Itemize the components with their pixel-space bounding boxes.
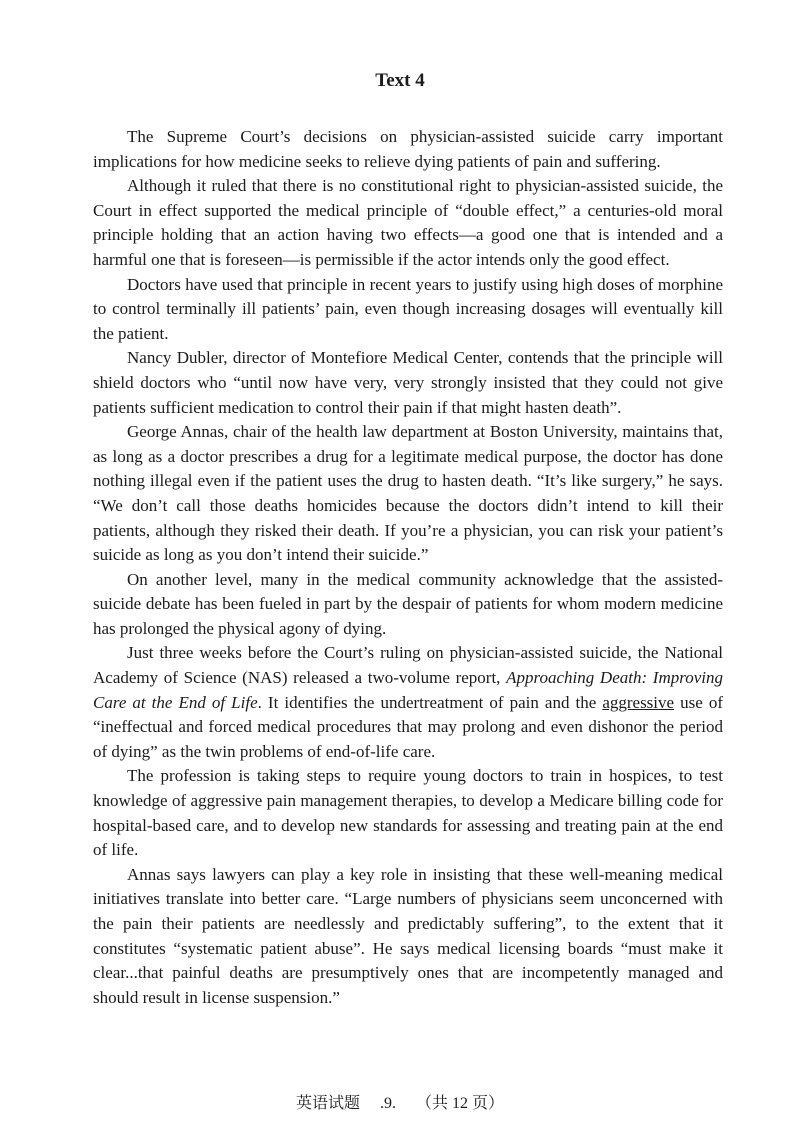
footer-page-number: .9. <box>380 1095 396 1112</box>
paragraph-7-mid: . It identifies the undertreatment of pain and the <box>257 692 603 712</box>
paragraph-2: Although it ruled that there is no constitutional right to physician-assisted suicide, the Court in effect supported the medical principle of “double effect,” a centuries-old moral principle holding that an action having two effects—a good one that is intended and a harmful one that is foreseen—is permissible if the actor intends only the good effect. <box>93 176 723 269</box>
paragraph-7 <box>93 641 723 764</box>
underlined-word: aggressive <box>602 692 675 712</box>
paragraph-1: The Supreme Court’s decisions on physician-assisted suicide carry important implications for how medicine seeks to relieve dying patients of pain and suffering. <box>93 127 723 171</box>
report-title: Approaching Death: Improving Care at the End of Life <box>93 668 723 712</box>
paragraph-7-pre: Just three weeks before the Court’s ruling on physician-assisted suicide, the National Academy of Science (NAS) released a two-volume report, <box>93 643 723 688</box>
paragraph-6: On another level, many in the medical community acknowledge that the assisted-suicide debate has been fueled in part by the despair of patients for whom modern medicine has prolonged the physical agony of dying. <box>93 569 723 638</box>
passage-body <box>93 125 723 1010</box>
paragraph-8: The profession is taking steps to require young doctors to train in hospices, to test knowledge of aggressive pain management therapies, to develop a Medicare billing code for hospital-based care, and to develop new standards for assessing and treating pain at the end of life. <box>93 766 723 860</box>
paragraph-3: Doctors have used that principle in recent years to justify using high doses of morphine to control terminally ill patients’ pain, even though increasing dosages will eventually kill the patient. <box>93 274 723 343</box>
text-title: Text 4 <box>375 70 425 91</box>
footer-total-pages: （共 12 页） <box>416 1095 505 1112</box>
paragraph-5: George Annas, chair of the health law department at Boston University, maintains that, as long as a doctor prescribes a drug for a legitimate medical purpose, the doctor has done nothing illegal even if the patient uses the drug to hasten death. “It’s like surgery,” he says. “We don’t call those deaths homicides because the doctors didn’t intend to kill their patients, although they risked their death. If you’re a physician, you can risk your patient’s suicide as long as you don’t intend their suicide.” <box>93 422 723 565</box>
paragraph-9: Annas says lawyers can play a key role in insisting that these well-meaning medical initiatives translate into better care. “Large numbers of physicians seem unconcerned with the pain their patients are needlessly and predictably suffering”, to the extent that it constitutes “systematic patient abuse”. He says medical licensing boards “must make it clear...that painful deaths are presumptively ones that are incompetently managed and should result in license suspension.” <box>93 864 723 1007</box>
paragraph-4: Nancy Dubler, director of Montefiore Medical Center, contends that the principle will shield doctors who “until now have very, very strongly insisted that they could not give patients sufficient medication to control their pain if that might hasten death”. <box>93 348 723 417</box>
page-footer <box>0 1090 800 1113</box>
footer-subject: 英语试题 <box>295 1095 360 1112</box>
paragraph-7-post: use of “ineffectual and forced medical procedures that may prolong and even dishonor the period of dying” as the twin problems of end-of-life care. <box>93 692 723 761</box>
